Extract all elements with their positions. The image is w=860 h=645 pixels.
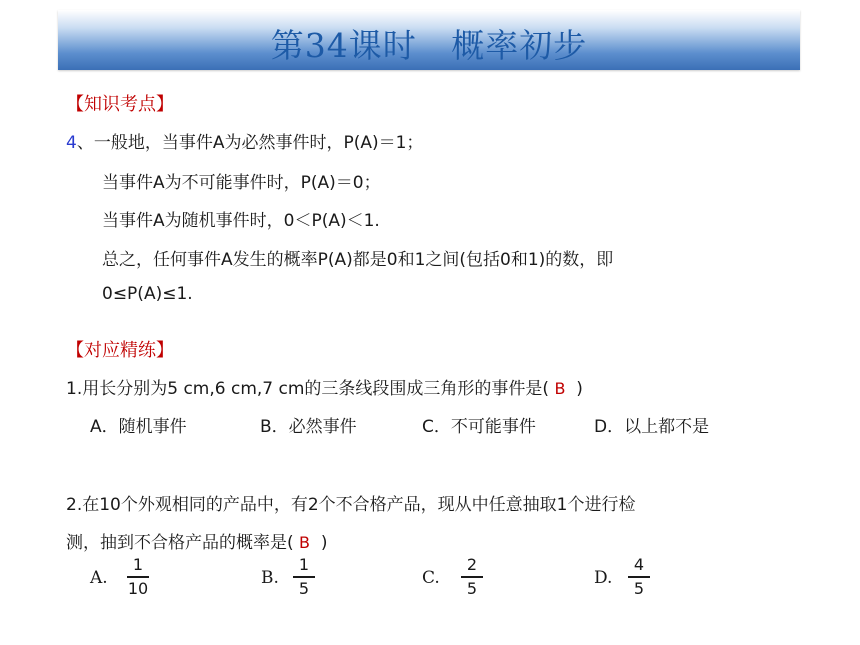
fraction-bar: [127, 576, 149, 578]
page-title: 第34课时 概率初步: [270, 26, 588, 65]
knowledge-line-2: 当事件A为不可能事件时，P(A)＝0；: [102, 173, 381, 193]
question-1-answer: B: [554, 379, 566, 398]
question-2-answer: B: [299, 533, 311, 552]
question-2-text: 测，抽到不合格产品的概率是(: [66, 533, 294, 553]
question-2-line-2: [66, 528, 327, 553]
q2-choice-a-numerator: 1: [132, 555, 144, 574]
question-2-close: ): [320, 533, 328, 553]
question-2-line-1: 2.在10个外观相同的产品中，有2个不合格产品，现从中任意抽取1个进行检: [66, 495, 636, 515]
fraction-bar: [293, 576, 315, 578]
knowledge-text-1: 、一般地，当事件A为必然事件时，P(A)＝1；: [76, 133, 424, 153]
q1-choice-b: B．必然事件: [260, 417, 357, 437]
q2-choice-a-denominator: 10: [127, 578, 149, 598]
q1-choice-d: D．以上都不是: [594, 417, 710, 437]
knowledge-heading: 【知识考点】: [66, 94, 174, 115]
q2-choice-b-fraction: [289, 556, 319, 598]
q2-choice-c-label: C.: [422, 568, 440, 588]
knowledge-line-3: 当事件A为随机事件时，0＜P(A)＜1.: [102, 211, 380, 231]
q2-choice-d-denominator: 5: [633, 578, 645, 598]
q2-choice-a-label: A.: [90, 568, 108, 588]
question-1-text: 1.用长分别为5 cm,6 cm,7 cm的三条线段围成三角形的事件是(: [66, 379, 550, 399]
q2-choice-b-label: B.: [261, 568, 279, 588]
question-1: [66, 374, 583, 399]
q1-choice-c: C．不可能事件: [422, 417, 536, 437]
q2-choice-a-fraction: [123, 556, 153, 598]
q2-choice-c-fraction: [457, 556, 487, 598]
q2-choice-d-numerator: 4: [633, 555, 645, 574]
knowledge-line-4: 总之，任何事件A发生的概率P(A)都是0和1之间(包括0和1)的数，即: [102, 250, 614, 270]
knowledge-line-1: [66, 128, 423, 153]
q2-choice-d-fraction: [624, 556, 654, 598]
q2-choice-d-label: D.: [594, 568, 613, 588]
q1-choice-a: A．随机事件: [90, 417, 187, 437]
question-1-close: ): [576, 379, 583, 399]
q2-choice-b-denominator: 5: [298, 578, 310, 598]
practice-heading: 【对应精练】: [66, 340, 174, 361]
q2-choice-c-numerator: 2: [466, 555, 478, 574]
q2-choice-c-denominator: 5: [466, 578, 478, 598]
q2-choice-b-numerator: 1: [298, 555, 310, 574]
knowledge-line-5: 0≤P(A)≤1.: [102, 284, 193, 304]
item-number: 4: [66, 133, 77, 153]
fraction-bar: [461, 576, 483, 578]
title-banner: [58, 10, 800, 70]
fraction-bar: [628, 576, 650, 578]
